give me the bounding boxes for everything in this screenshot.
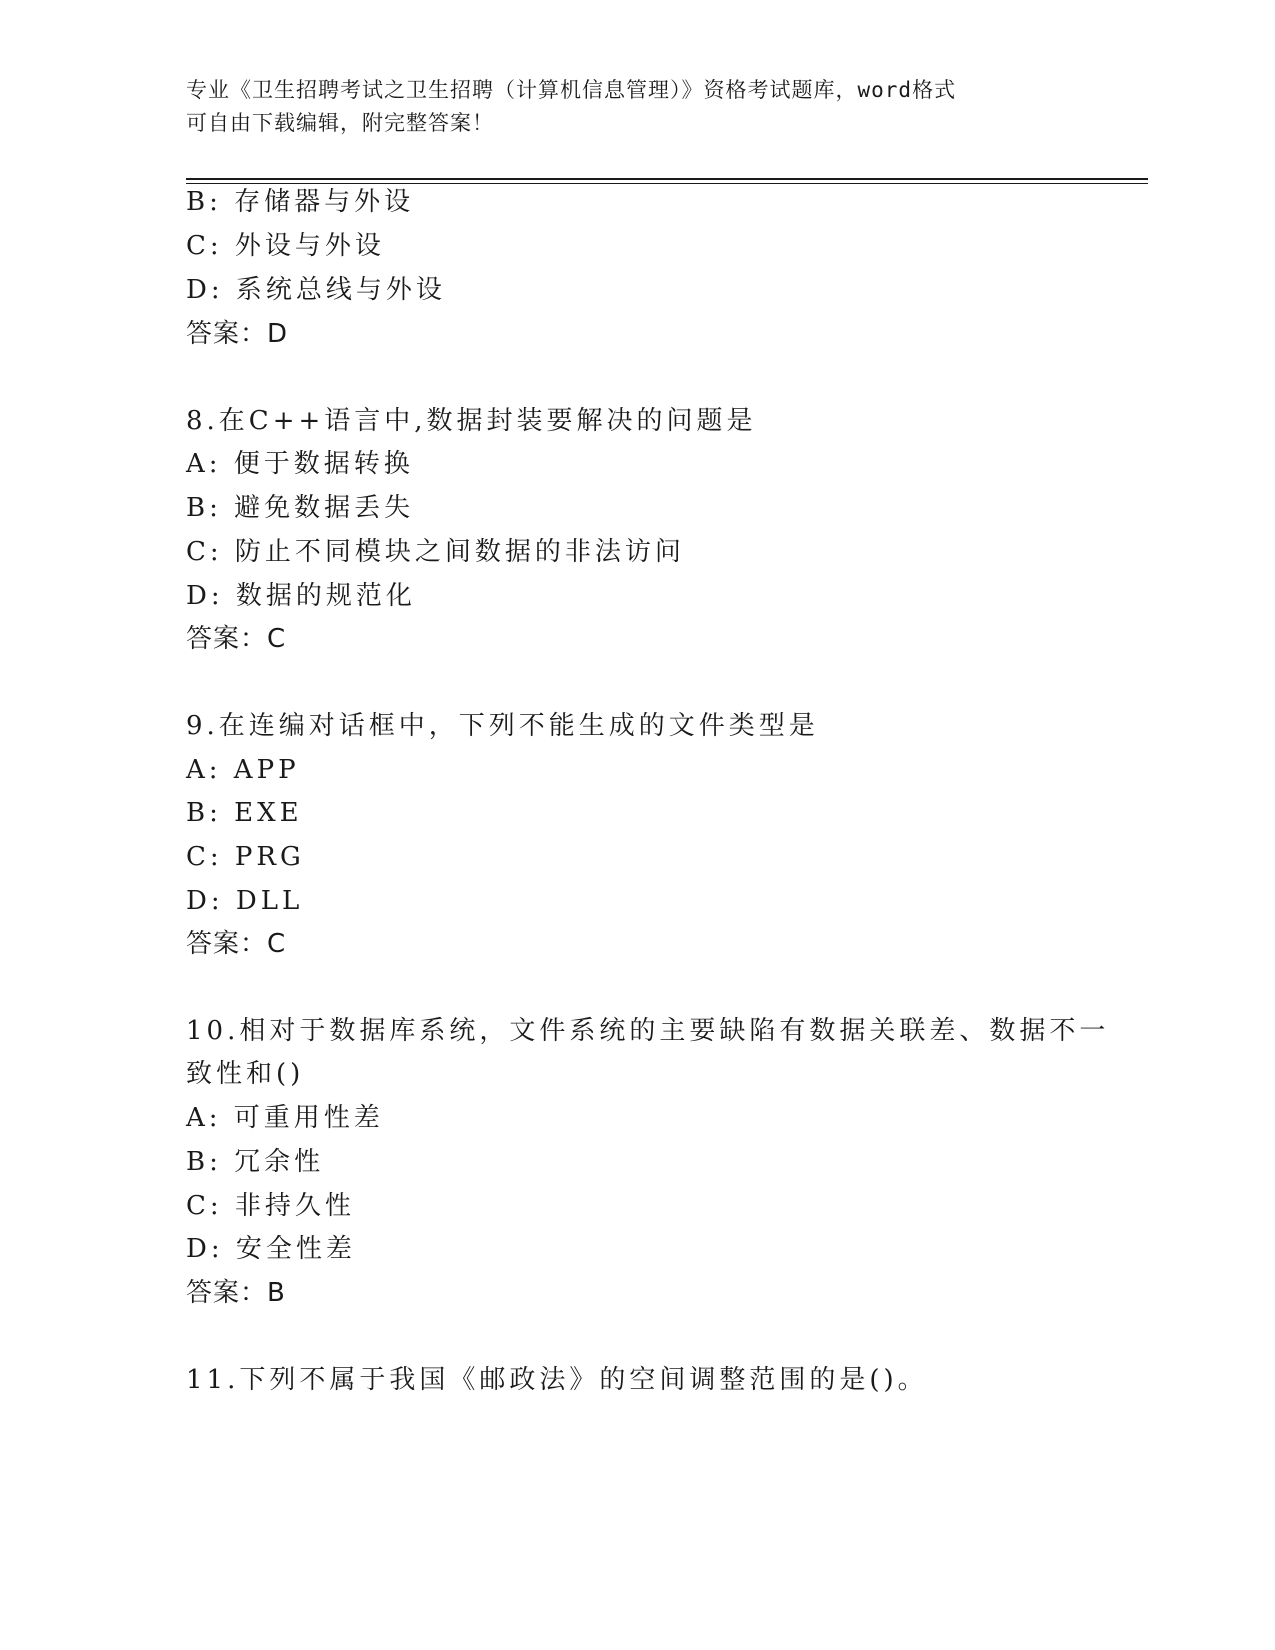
header-line-2: 可自由下载编辑，附完整答案！ (186, 111, 494, 135)
q10-answer: 答案：B (186, 1278, 286, 1308)
q7-answer: 答案：D (186, 319, 289, 349)
q9-question: 9.在连编对话框中，下列不能生成的文件类型是 (186, 711, 819, 741)
header-divider-thin (186, 183, 1148, 184)
q9-option-c: C: PRG (186, 842, 305, 872)
q10-question-line-1: 10.相对于数据库系统，文件系统的主要缺陷有数据关联差、数据不一 (186, 1016, 1110, 1046)
q7-option-d: D: 系统总线与外设 (186, 275, 446, 305)
q11-question: 11.下列不属于我国《邮政法》的空间调整范围的是()。 (186, 1365, 928, 1395)
q7-option-b: B: 存储器与外设 (186, 187, 415, 217)
document-header (186, 74, 1086, 140)
q8-option-c: C: 防止不同模块之间数据的非法访问 (186, 537, 685, 567)
q8-answer: 答案：C (186, 624, 287, 654)
q10-option-a: A: 可重用性差 (186, 1103, 384, 1133)
header-line-1: 专业《卫生招聘考试之卫生招聘（计算机信息管理）》资格考试题库，word格式 (186, 78, 957, 102)
q8-question: 8.在C++语言中,数据封装要解决的问题是 (186, 406, 757, 436)
q8-option-d: D: 数据的规范化 (186, 581, 416, 611)
q9-option-a: A: APP (186, 755, 300, 785)
header-divider-thick (186, 178, 1148, 180)
q9-option-b: B: EXE (186, 798, 303, 828)
q7-option-c: C: 外设与外设 (186, 231, 385, 261)
q10-option-b: B: 冗余性 (186, 1147, 325, 1177)
q10-question-line-2: 致性和() (186, 1059, 305, 1089)
q8-option-a: A: 便于数据转换 (186, 449, 414, 479)
q9-option-d: D: DLL (186, 886, 304, 916)
q10-option-c: C: 非持久性 (186, 1191, 355, 1221)
q9-answer: 答案：C (186, 929, 287, 959)
q8-option-b: B: 避免数据丢失 (186, 493, 415, 523)
q10-option-d: D: 安全性差 (186, 1234, 356, 1264)
